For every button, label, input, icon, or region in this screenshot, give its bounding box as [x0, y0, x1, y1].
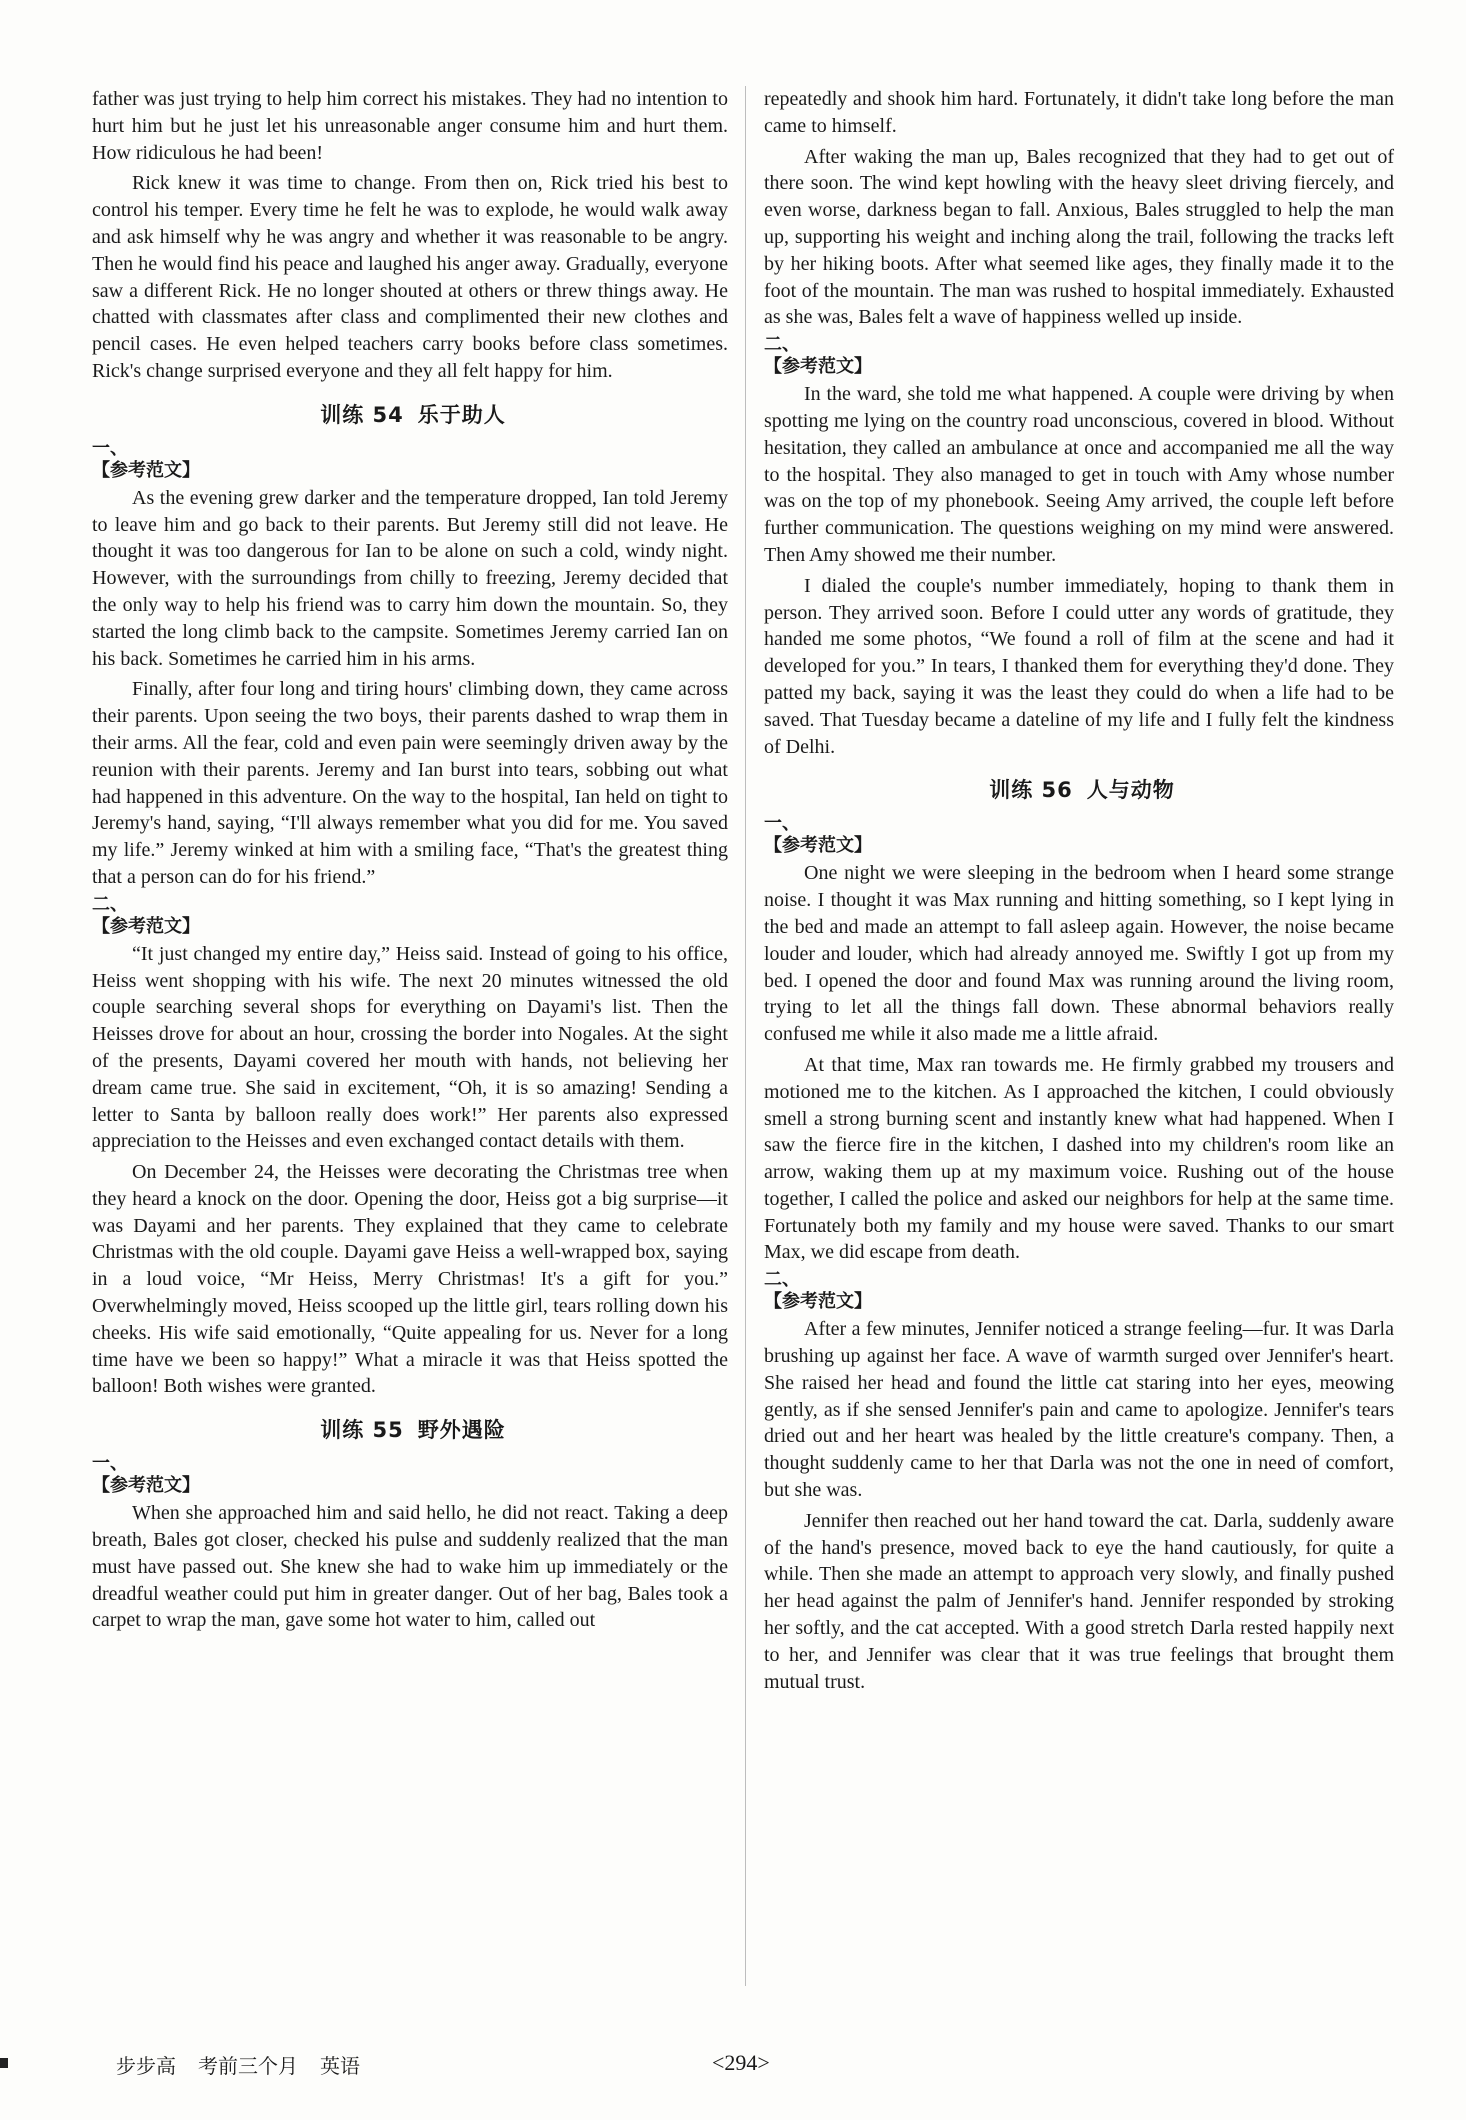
book-subtitle: 考前三个月: [198, 2054, 298, 2078]
section-title-54: [92, 399, 728, 429]
part-label: 二、: [92, 893, 128, 915]
paragraph: repeatedly and shook him hard. Fortunately, it didn't take long before the man came to himself.: [764, 88, 1394, 137]
reference-label: 【参考范文】: [764, 835, 872, 857]
reference-label: 【参考范文】: [92, 1475, 200, 1497]
column-divider: [745, 86, 746, 1986]
right-column: [764, 86, 1394, 1699]
paragraph: father was just trying to help him correct his mistakes. They had no intention to hurt him but he just let his unreasonable anger consume him and hurt them. How ridiculous he had been!: [92, 88, 728, 164]
page-footer: [92, 2050, 1392, 2090]
paragraph: In the ward, she told me what happened. A couple were driving by when spotting me lying on the country road unconscious, covered in blood. Without hesitation, they called an ambulance at once and accompanied me all the way to the hospital. They also managed to get in touch with Amy whose number was on the top of my phonebook. Seeing Amy arrived, the couple left before further communication. The questions weighing on my mind were answered. Then Amy showed me their number.: [764, 383, 1394, 566]
reference-label: 【参考范文】: [92, 459, 200, 481]
section-topic: 人与动物: [1086, 778, 1175, 803]
paragraph: After a few minutes, Jennifer noticed a strange feeling—fur. It was Darla brushing up against her face. A wave of warmth surged over Jennifer's heart. She raised her head and found the little cat staring into her eyes, meowing gently, as if she sensed Jennifer's pain and came to apologize. Jennifer's tears dried out and her heart was healed by the little creature's company. Then, a thought suddenly came to her that Darla was not the one in need of comfort, but she was.: [764, 1318, 1394, 1502]
paragraph: After waking the man up, Bales recognized that they had to get out of there soon. The wind kept howling with the heavy sleet driving fiercely, and even worse, darkness began to fall. Anxious, Bales struggled to help the man up, supporting his weight and inching along the trail, following the tracks left by her hiking boots. After what seemed like ages, they finally made it to the foot of the mountain. The man was rushed to hospital immediately. Exhausted as she was, Bales felt a wave of happiness welled up inside.: [764, 145, 1394, 329]
paragraph: “It just changed my entire day,” Heiss said. Instead of going to his office, Heiss went shopping with his wife. The next 20 minutes witnessed the old couple searching several shops for everything on Dayami's list. Then the Heisses drove for about an hour, crossing the border into Nogales. At the sight of the presents, Dayami covered her mouth with hands, not believing her dream came true. She said in excitement, “Oh, it is so amazing! Sending a letter to Santa by balloon really does work!” Her parents also expressed appreciation to the Heisses and even exchanged contact details with them.: [92, 942, 728, 1153]
book-subject: 英语: [320, 2054, 360, 2078]
page-number: <294>: [712, 2050, 770, 2075]
book-info: [116, 2050, 382, 2079]
section-title-55: [92, 1414, 728, 1444]
section-topic: 乐于助人: [417, 402, 506, 427]
reference-label: 【参考范文】: [92, 915, 200, 937]
part-label: 一、: [92, 1453, 128, 1475]
paragraph: As the evening grew darker and the temperature dropped, Ian told Jeremy to leave him and go back to their parents. But Jeremy still did not leave. He thought it was too dangerous for Ian to be alone on such a cold, windy night. However, with the surroundings from chilly to freezing, Jeremy decided that the only way to help his friend was to carry him down the mountain. So, they started the long climb back to the campsite. Sometimes Jeremy carried Ian on his back. Sometimes he carried him in his arms.: [92, 486, 728, 670]
paragraph: I dialed the couple's number immediately, hoping to thank them in person. They arrived soon. Before I could utter any words of gratitude, they handed me some photos, “We found a roll of film at the scene and had it developed for you.” In tears, I thanked them for everything they'd done. They patted my back, saying it was the least they could do when a life had to be saved. That Tuesday became a dateline of my life and I fully felt the kindness of Delhi.: [764, 574, 1394, 758]
left-column: [92, 86, 728, 1638]
part-label: 二、: [764, 1269, 800, 1291]
reference-label: 【参考范文】: [764, 356, 872, 378]
paragraph: Finally, after four long and tiring hours' climbing down, they came across their parents. Upon seeing the two boys, their parents dashed to wrap them in their arms. All the fear, cold and even pain were seemingly driven away by the reunion with their parents. Jeremy and Ian burst into tears, sobbing out what had happened in this adventure. On the way to the hospital, Ian held on tight to Jeremy's hand, saying, “I'll always remember what you did for me. You saved my life.” Jeremy winked at him with a smiling face, “That's the greatest thing that a person can do for his friend.”: [92, 678, 728, 888]
paragraph: When she approached him and said hello, he did not react. Taking a deep breath, Bales got closer, checked his pulse and suddenly realized that the man must have passed out. She knew she had to wake him up immediately or the dreadful weather could put him in greater danger. Out of her bag, Bales took a carpet to wrap the man, gave some hot water to him, called out: [92, 1502, 728, 1632]
paragraph: At that time, Max ran towards me. He firmly grabbed my trousers and motioned me to the kitchen. As I approached the kitchen, I could obviously smell a strong burning scent and instantly knew what had happened. When I saw the fierce fire in the kitchen, I dashed into my children's room like an arrow, waking them up at my maximum voice. Rushing out of the house together, I called the police and asked our neighbors for help at the same time. Fortunately both my family and my house were saved. Thanks to our smart Max, we did escape from death.: [764, 1053, 1394, 1264]
book-name: 步步高: [116, 2054, 176, 2078]
part-label: 一、: [764, 813, 800, 835]
section-topic: 野外遇险: [417, 1418, 506, 1443]
paragraph: One night we were sleeping in the bedroom when I heard some strange noise. I thought it was Max running and hitting something, so I kept lying in the bed and made an attempt to fall asleep again. However, the noise became louder and louder, which had already annoyed me. Swiftly I got up from my bed. I opened the door and found Max was running around the living room, trying to let all the things fall down. These abnormal behaviors really confused me while it also made me a little afraid.: [764, 862, 1394, 1046]
section-number: 训练 55: [320, 1418, 404, 1443]
part-label: 一、: [92, 437, 128, 459]
paragraph: Jennifer then reached out her hand toward the cat. Darla, suddenly aware of the hand's presence, moved back to eye the hand cautiously, for quite a while. Then she made an attempt to approach very slowly, and finally pushed her head against the palm of Jennifer's hand. Jennifer responded by stroking her softly, and the cat accepted. With a good stretch Darla rested happily next to her, and Jennifer was clear that it was true feelings that brought them mutual trust.: [764, 1509, 1394, 1693]
paragraph: On December 24, the Heisses were decorating the Christmas tree when they heard a knock on the door. Opening the door, Heiss got a big surprise—it was Dayami and her parents. They explained that they came to celebrate Christmas with the old couple. Dayami gave Heiss a well-wrapped box, saying in a loud voice, “Mr Heiss, Merry Christmas! It's a gift for you.” Overwhelmingly moved, Heiss scooped up the little girl, tears rolling down his cheeks. His wife said emotionally, “Quite appealing for us. Never for a long time have we been so happy!” What a miracle it was that Heiss spotted the balloon! Both wishes were granted.: [92, 1161, 728, 1398]
part-label: 二、: [764, 334, 800, 356]
registration-mark: [0, 2058, 8, 2068]
section-number: 训练 56: [989, 778, 1073, 803]
section-title-56: [764, 774, 1394, 804]
section-number: 训练 54: [320, 402, 404, 427]
paragraph: Rick knew it was time to change. From then on, Rick tried his best to control his temper. Every time he felt he was to explode, he would walk away and ask himself why he was angry and whether it was reasonable to be angry. Then he would find his peace and laughed his anger away. Gradually, everyone saw a different Rick. He no longer shouted at others or threw things away. He chatted with classmates after class and complimented their new clothes and pencil cases. He even helped teachers carry books before class sometimes. Rick's change surprised everyone and they all felt happy for him.: [92, 172, 728, 382]
reference-label: 【参考范文】: [764, 1291, 872, 1313]
